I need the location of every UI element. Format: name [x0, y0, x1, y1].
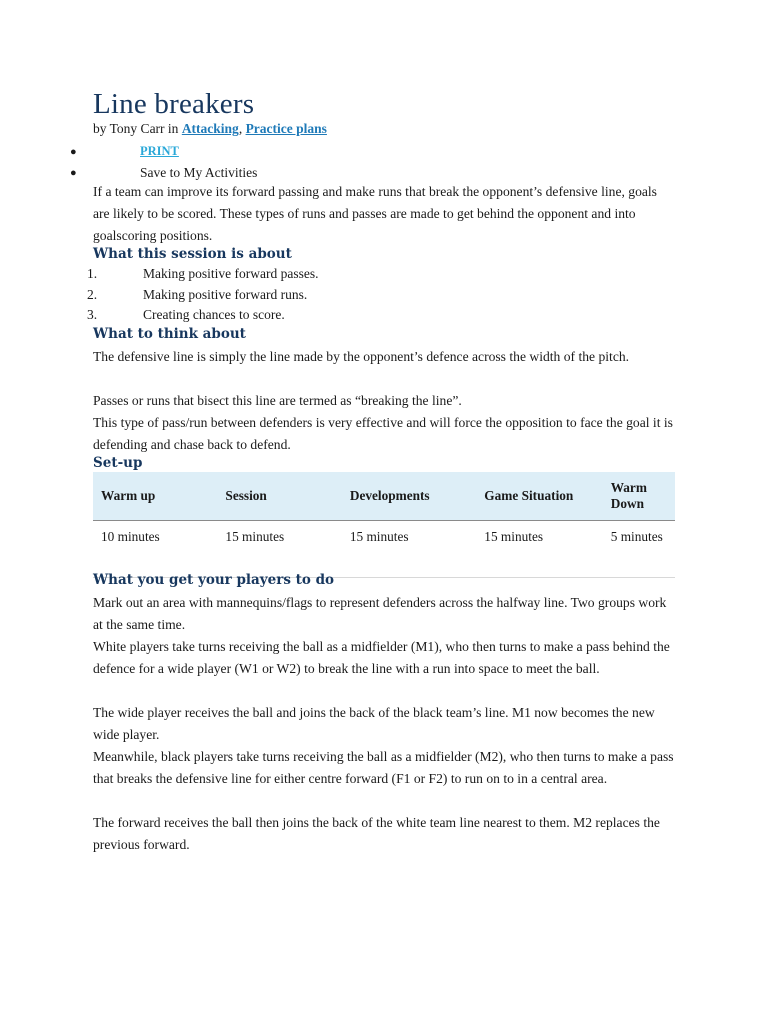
think-paragraph-2: Passes or runs that bisect this line are termed as “breaking the line”.: [93, 393, 462, 408]
think-paragraph-3: This type of pass/run between defenders is very effective and will force the opposition to face the goal it is defending and chase back to defend.: [93, 415, 673, 452]
think-paragraph-1: The defensive line is simply the line made by the opponent’s defence across the width of the pitch.: [93, 349, 630, 364]
players-paragraph-2: White players take turns receiving the ball as a midfielder (M1), who then turns to make a pass behind the defence for a wide player (W1 or W2) to break the line with a run into space to meet the ball.: [93, 639, 670, 676]
session-objectives-list: [87, 266, 318, 328]
setup-table: [93, 472, 675, 578]
list-item: 3. Creating chances to score.: [87, 307, 285, 322]
players-paragraph-4: Meanwhile, black players take turns receiving the ball as a midfielder (M2), who then turns to make a pass that breaks the defensive line for either centre forward (F1 or F2) to run on to in a central area.: [93, 749, 674, 786]
category-link-attacking[interactable]: Attacking: [181, 121, 239, 136]
players-paragraph-3: The wide player receives the ball and joins the back of the black team’s line. M1 now becomes the new wide player.: [93, 705, 655, 742]
table-header-row: [93, 472, 675, 521]
bullet-icon: ●: [70, 145, 77, 158]
table-cell: 10 minutes: [101, 529, 160, 544]
intro-paragraph: If a team can improve its forward passing and make runs that break the opponent’s defensive line, goals are likely to be scored. These types of runs and passes are made to get behind the opponent and into goalscoring positions.: [93, 184, 657, 243]
print-link[interactable]: PRINT: [140, 144, 179, 158]
table-cell: 5 minutes: [610, 529, 663, 544]
table-cell: 15 minutes: [484, 529, 544, 544]
article-actions: [70, 141, 257, 183]
column-header: Warm up: [93, 472, 217, 521]
players-paragraph-5: The forward receives the ball then joins the back of the white team line nearest to them. M2 replaces the previous forward.: [93, 815, 660, 852]
article-title: Line breakers: [93, 88, 255, 120]
column-header: Developments: [342, 472, 476, 521]
players-paragraph-1: Mark out an area with mannequins/flags to represent defenders across the halfway line. Two groups work at the same time.: [93, 595, 667, 632]
heading-session-about: What this session is about: [93, 246, 292, 262]
byline: [93, 121, 327, 137]
bullet-icon: ●: [70, 166, 77, 179]
column-header: Warm Down: [603, 472, 675, 521]
table-row: [93, 521, 675, 578]
action-item-save: [70, 162, 257, 183]
table-cell: 15 minutes: [349, 529, 409, 544]
column-header: Session: [217, 472, 341, 521]
heading-setup: Set-up: [93, 455, 143, 471]
byline-author: by Tony Carr in: [93, 121, 182, 136]
table-cell: 15 minutes: [225, 529, 285, 544]
action-item-print: [70, 141, 257, 162]
save-activity-link[interactable]: Save to My Activities: [140, 164, 258, 180]
column-header: Game Situation: [476, 472, 602, 521]
list-item: 1. Making positive forward passes.: [87, 266, 319, 281]
category-link-practice-plans[interactable]: Practice plans: [245, 121, 327, 136]
heading-think-about: What to think about: [93, 326, 246, 342]
heading-players-do: What you get your players to do: [93, 572, 335, 588]
byline-separator: ,: [238, 121, 246, 136]
list-item: 2. Making positive forward runs.: [87, 286, 308, 302]
